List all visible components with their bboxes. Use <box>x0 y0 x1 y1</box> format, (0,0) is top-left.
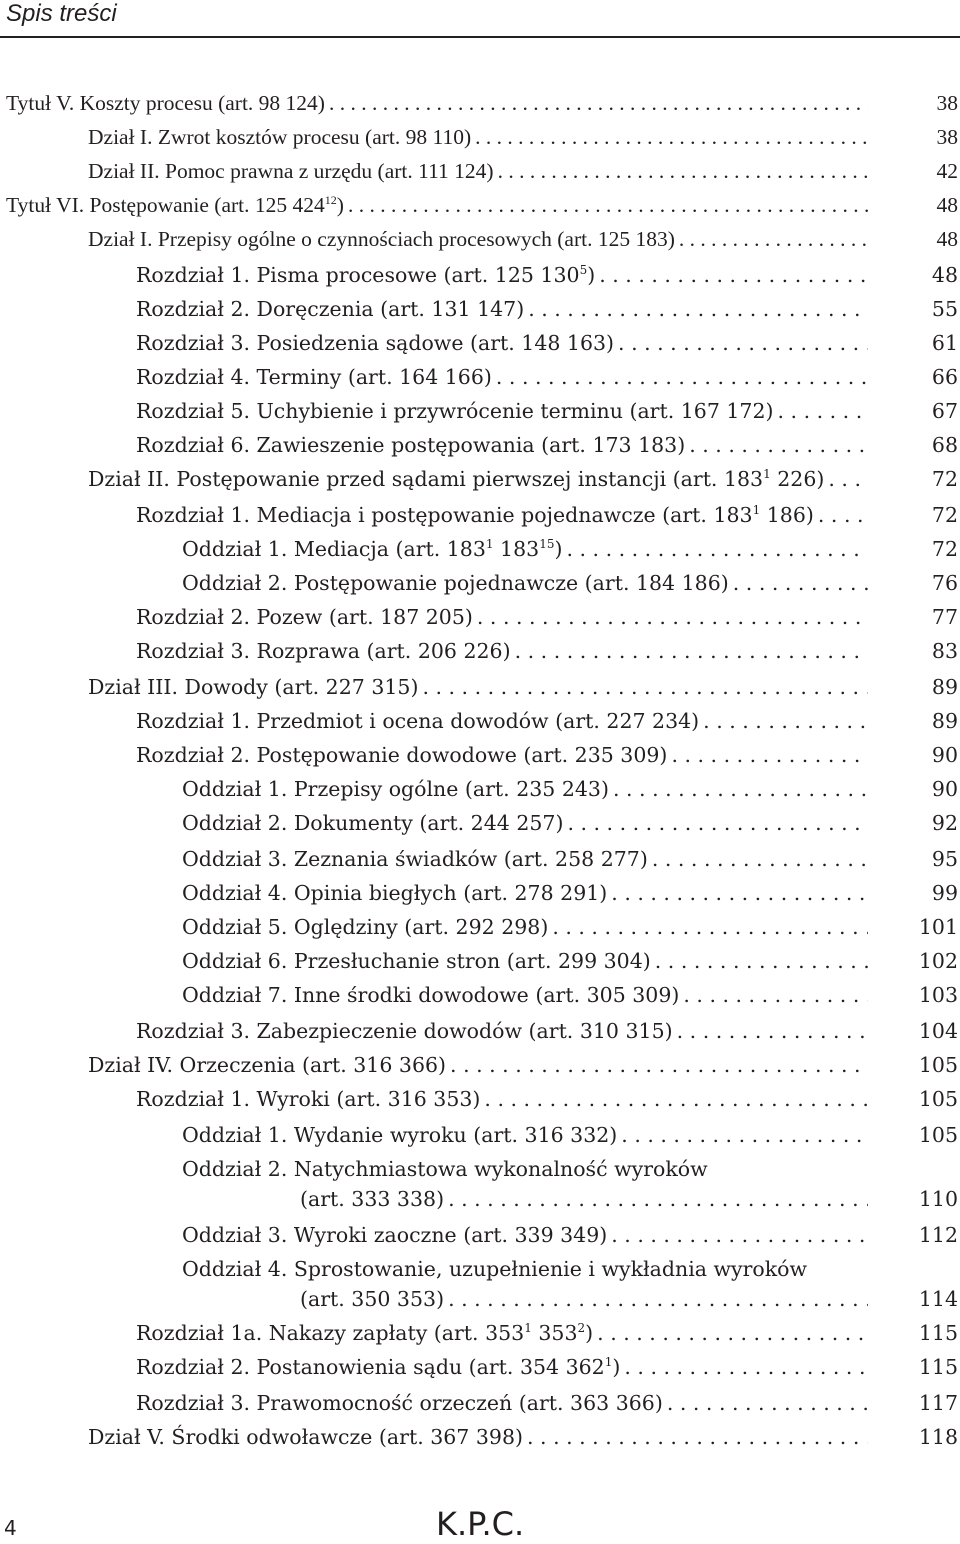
toc-entry <box>0 1120 960 1150</box>
dot-leader <box>611 1220 868 1250</box>
toc-entry-line <box>88 1422 868 1452</box>
toc-entry-line <box>182 1120 868 1150</box>
toc-entry-text <box>88 1050 446 1080</box>
toc-entry-line <box>136 1318 868 1348</box>
toc-entry-title: Oddział 5. Oględziny (art. 292 298) <box>182 915 549 939</box>
dot-leader <box>527 1422 868 1452</box>
toc-page-number: 38 <box>936 91 958 115</box>
toc-entry-title: Dział IV. Orzeczenia (art. 316 366) <box>88 1053 447 1077</box>
toc-entry-title-cont: ) <box>336 193 344 217</box>
toc-page-number: 112 <box>918 1223 958 1247</box>
toc-entry-title: Rozdział 4. Terminy (art. 164 166) <box>136 365 492 389</box>
toc-entry-text <box>136 430 685 460</box>
toc-entry-text <box>136 706 699 736</box>
toc-entry-line <box>182 1254 868 1284</box>
toc-entry-title: Dział II. Postępowanie przed sądami pierwszej instancji (art. 183 <box>88 467 764 491</box>
toc-entry <box>0 464 960 494</box>
toc-entry <box>0 1016 960 1046</box>
toc-page-number: 38 <box>936 125 958 149</box>
toc-entry <box>0 1352 960 1382</box>
dot-leader <box>679 224 868 254</box>
toc-entry-line <box>88 1050 868 1080</box>
toc-entry-title: Oddział 3. Zeznania świadków (art. 258 277) <box>182 847 648 871</box>
toc-entry-title-cont: ) <box>585 1321 594 1345</box>
toc-entry-title-cont: ) <box>612 1355 621 1379</box>
dot-leader <box>667 1388 868 1418</box>
toc-entry-text <box>182 568 729 598</box>
page-header-title: Spis treści <box>6 0 117 27</box>
toc-page-number: 48 <box>936 193 958 217</box>
dot-leader <box>611 878 868 908</box>
toc-entry-line <box>136 396 868 426</box>
toc-page-number: 61 <box>931 331 958 355</box>
toc-entry-line <box>88 464 868 494</box>
toc-entry-line <box>136 294 868 324</box>
toc-entry-title: Rozdział 5. Uchybienie i przywrócenie terminu (art. 167 172) <box>136 399 774 423</box>
toc-entry-title: Dział III. Dowody (art. 227 315) <box>88 675 419 699</box>
toc-entry-title-cont: 186) <box>760 503 814 527</box>
toc-entry <box>0 1084 960 1114</box>
toc-entry-line <box>182 774 868 804</box>
toc-page-number: 115 <box>918 1321 958 1345</box>
dot-leader <box>477 602 868 632</box>
toc-entry-line <box>136 430 868 460</box>
toc-entry <box>0 534 960 564</box>
dot-leader <box>329 88 868 118</box>
superscript: 1 <box>604 1355 613 1369</box>
toc-entry-line <box>182 980 868 1010</box>
toc-page-number: 77 <box>931 605 958 629</box>
dot-leader <box>597 1318 868 1348</box>
toc-entry-title: Oddział 4. Sprostowanie, uzupełnienie i wykładnia wyroków <box>182 1257 808 1281</box>
toc-entry-title-cont: 353 <box>531 1321 578 1345</box>
toc-entry-text <box>182 774 609 804</box>
toc-entry-line <box>182 1154 868 1184</box>
toc-entry <box>0 740 960 770</box>
toc-page-number: 102 <box>918 949 958 973</box>
toc-entry-title: Tytuł V. Koszty procesu (art. 98 124) <box>6 91 325 115</box>
dot-leader <box>703 706 868 736</box>
toc-entry-title: Rozdział 3. Posiedzenia sądowe (art. 148 163) <box>136 331 615 355</box>
toc-entry-text <box>88 224 675 254</box>
toc-entry-text <box>182 912 548 942</box>
toc-entry <box>0 190 960 220</box>
toc-entry <box>0 878 960 908</box>
toc-entry-line <box>136 706 868 736</box>
toc-entry <box>0 294 960 324</box>
toc-page-number: 76 <box>931 571 958 595</box>
toc-entry-title: Dział I. Zwrot kosztów procesu (art. 98 110) <box>88 125 472 149</box>
dot-leader <box>422 672 868 702</box>
dot-leader <box>652 844 868 874</box>
toc-entry-text <box>6 190 344 220</box>
toc-entry-text <box>182 808 563 838</box>
toc-page-number: 42 <box>936 159 958 183</box>
toc-entry-title: Oddział 2. Natychmiastowa wykonalność wyroków <box>182 1157 708 1181</box>
dot-leader <box>624 1352 868 1382</box>
toc-entry-title: Rozdział 2. Postanowienia sądu (art. 354 362 <box>136 1355 605 1379</box>
toc-entry <box>0 808 960 838</box>
toc-entry-title: Oddział 3. Wyroki zaoczne (art. 339 349) <box>182 1223 608 1247</box>
toc-entry-title: Oddział 2. Dokumenty (art. 244 257) <box>182 811 564 835</box>
toc-entry-title: Oddział 6. Przesłuchanie stron (art. 299 304) <box>182 949 651 973</box>
toc-entry-title-cont: 183 <box>493 537 540 561</box>
toc-page-number: 104 <box>918 1019 958 1043</box>
toc-entry-line <box>136 1084 868 1114</box>
toc-entry <box>0 396 960 426</box>
toc-entry <box>0 844 960 874</box>
toc-entry <box>0 500 960 530</box>
dot-leader <box>683 980 868 1010</box>
toc-entry-title: Dział I. Przepisy ogólne o czynnościach procesowych (art. 125 183) <box>88 227 675 251</box>
toc-entry-title-cont: (art. 333 338) <box>300 1187 445 1211</box>
toc-entry-title: Rozdział 1. Pisma procesowe (art. 125 130 <box>136 263 580 287</box>
toc-entry <box>0 1050 960 1080</box>
toc-entry-line <box>136 602 868 632</box>
toc-entry <box>0 706 960 736</box>
toc-page-number: 90 <box>931 743 958 767</box>
toc-entry-title: Rozdział 2. Pozew (art. 187 205) <box>136 605 473 629</box>
toc-entry-text <box>136 636 511 666</box>
toc-entry <box>0 672 960 702</box>
toc-entry-line <box>88 224 868 254</box>
toc-entry <box>0 260 960 290</box>
dot-leader <box>528 294 868 324</box>
toc-entry-text <box>182 878 607 908</box>
toc-entry-title: Dział V. Środki odwoławcze (art. 367 398) <box>88 1425 523 1449</box>
superscript: 1 <box>524 1321 532 1335</box>
footer-page-number: 4 <box>4 1516 17 1540</box>
toc-entry-title: Oddział 1. Wydanie wyroku (art. 316 332) <box>182 1123 618 1147</box>
toc-page-number: 67 <box>931 399 958 423</box>
toc-entry-line <box>300 1284 868 1314</box>
toc-entry-title-cont: ) <box>587 263 596 287</box>
header-rule <box>0 36 960 38</box>
toc-page-number: 118 <box>918 1425 958 1449</box>
toc-entry <box>0 1220 960 1250</box>
toc-entry <box>0 1318 960 1348</box>
toc-page-number: 110 <box>918 1187 958 1211</box>
toc-entry-text <box>182 534 562 564</box>
toc-entry-title: Rozdział 3. Zabezpieczenie dowodów (art. 310 315) <box>136 1019 673 1043</box>
toc-entry-title-cont: (art. 350 353) <box>300 1287 445 1311</box>
dot-leader <box>655 946 868 976</box>
toc-entry <box>0 362 960 392</box>
dot-leader <box>552 912 868 942</box>
toc-entry <box>0 1154 960 1184</box>
toc-entry-line <box>182 946 868 976</box>
toc-entry <box>0 122 960 152</box>
toc-entry-text <box>136 396 774 426</box>
toc-entry-text <box>88 464 824 494</box>
toc-entry-text <box>136 602 473 632</box>
superscript: 15 <box>539 537 555 551</box>
toc-entry-title: Oddział 1. Przepisy ogólne (art. 235 243) <box>182 777 609 801</box>
dot-leader <box>778 396 868 426</box>
toc-entry-text <box>136 1352 620 1382</box>
toc-page-number: 103 <box>918 983 958 1007</box>
toc-entry-text <box>182 980 679 1010</box>
dot-leader <box>498 156 868 186</box>
dot-leader <box>828 464 868 494</box>
toc-entry-text <box>88 156 494 186</box>
dot-leader <box>689 430 868 460</box>
dot-leader <box>733 568 868 598</box>
toc-entry-line <box>182 912 868 942</box>
toc-page-number: 114 <box>918 1287 958 1311</box>
dot-leader <box>450 1050 868 1080</box>
toc-entry-line <box>300 1184 868 1214</box>
dot-leader <box>818 500 868 530</box>
toc-entry-text <box>88 1422 523 1452</box>
toc-entry <box>0 1422 960 1452</box>
toc-entry-line <box>136 500 868 530</box>
dot-leader <box>515 636 868 666</box>
toc-entry <box>0 1388 960 1418</box>
toc-entry-title: Oddział 7. Inne środki dowodowe (art. 305 309) <box>182 983 680 1007</box>
toc-entry-text <box>136 294 524 324</box>
toc-entry-line <box>136 1352 868 1382</box>
superscript: 2 <box>577 1321 586 1335</box>
toc-entry <box>0 1254 960 1284</box>
toc-page-number: 95 <box>931 847 958 871</box>
toc-entry-title: Rozdział 2. Postępowanie dowodowe (art. 235 309) <box>136 743 668 767</box>
toc-entry-line <box>182 568 868 598</box>
toc-entry-text <box>88 122 471 152</box>
superscript: 5 <box>579 263 588 277</box>
toc-entry-title: Rozdział 2. Doręczenia (art. 131 147) <box>136 297 525 321</box>
toc-page-number: 92 <box>931 811 958 835</box>
toc-entry-line <box>88 156 868 186</box>
dot-leader <box>496 362 868 392</box>
toc-entry-text <box>136 1016 673 1046</box>
toc-entry-title-cont: ) <box>554 537 563 561</box>
toc-entry-text <box>88 672 418 702</box>
toc-entry-text <box>182 1154 708 1184</box>
toc-entry <box>0 328 960 358</box>
toc-entry-line <box>136 362 868 392</box>
toc-entry-title: Rozdział 3. Rozprawa (art. 206 226) <box>136 639 511 663</box>
toc-entry-title: Tytuł VI. Postępowanie (art. 125 424 <box>6 193 325 217</box>
toc-page-number: 99 <box>931 881 958 905</box>
toc-page-number: 72 <box>931 503 958 527</box>
superscript: 1 <box>752 503 761 517</box>
toc-page-number: 72 <box>931 467 958 491</box>
toc-entry-line <box>136 328 868 358</box>
toc-entry-line <box>136 636 868 666</box>
toc-entry-title: Rozdział 1. Mediacja i postępowanie pojednawcze (art. 183 <box>136 503 753 527</box>
toc-page-number: 117 <box>918 1391 958 1415</box>
toc-entry-title: Rozdział 1a. Nakazy zapłaty (art. 353 <box>136 1321 525 1345</box>
toc-entry-line <box>182 844 868 874</box>
toc-page-number: 89 <box>931 675 958 699</box>
toc-page-number: 66 <box>931 365 958 389</box>
toc-entry-title: Rozdział 3. Prawomocność orzeczeń (art. 363 366) <box>136 1391 663 1415</box>
toc-entry <box>0 568 960 598</box>
toc-entry-line <box>182 878 868 908</box>
toc-entry-text <box>136 328 614 358</box>
dot-leader <box>599 260 868 290</box>
toc-entry-text <box>136 1318 593 1348</box>
toc-entry-continuation <box>0 1284 960 1314</box>
toc-entry-line <box>182 534 868 564</box>
dot-leader <box>613 774 868 804</box>
toc-page-number: 115 <box>918 1355 958 1379</box>
toc-page-number: 48 <box>936 227 958 251</box>
toc-entry <box>0 602 960 632</box>
toc-entry-line <box>136 740 868 770</box>
dot-leader <box>677 1016 868 1046</box>
toc-entry <box>0 224 960 254</box>
toc-entry-title: Dział II. Pomoc prawna z urzędu (art. 111 124) <box>88 159 494 183</box>
superscript: 12 <box>324 193 337 207</box>
toc-page-number: 83 <box>931 639 958 663</box>
toc-entry-text <box>136 740 667 770</box>
toc-page-number: 105 <box>918 1123 958 1147</box>
toc-entry <box>0 156 960 186</box>
dot-leader <box>484 1084 868 1114</box>
toc-entry-line <box>88 672 868 702</box>
toc-entry-line <box>136 260 868 290</box>
toc-entry-title-cont: 226) <box>770 467 825 491</box>
dot-leader <box>618 328 868 358</box>
dot-leader <box>475 122 868 152</box>
toc-entry-line <box>182 808 868 838</box>
toc-entry <box>0 430 960 460</box>
toc-entry-title: Oddział 2. Postępowanie pojednawcze (art. 184 186) <box>182 571 729 595</box>
toc-entry-text <box>182 1120 617 1150</box>
toc-entry-title: Rozdział 6. Zawieszenie postępowania (art. 173 183) <box>136 433 686 457</box>
toc-entry-line <box>136 1016 868 1046</box>
toc-entry-text <box>136 260 595 290</box>
toc-page-number: 101 <box>918 915 958 939</box>
dot-leader <box>448 1284 868 1314</box>
toc-page-number: 105 <box>918 1053 958 1077</box>
dot-leader <box>621 1120 868 1150</box>
toc-entry-text <box>136 500 814 530</box>
dot-leader <box>348 190 868 220</box>
toc-page-number: 89 <box>931 709 958 733</box>
superscript: 1 <box>485 537 494 551</box>
toc-page-number: 68 <box>931 433 958 457</box>
superscript: 1 <box>763 467 771 481</box>
toc-entry-title: Oddział 1. Mediacja (art. 183 <box>182 537 486 561</box>
dot-leader <box>566 534 868 564</box>
toc-page-number: 105 <box>918 1087 958 1111</box>
toc-entry-title: Rozdział 1. Przedmiot i ocena dowodów (art. 227 234) <box>136 709 700 733</box>
toc-entry-text <box>136 1084 480 1114</box>
toc-page-number: 55 <box>931 297 958 321</box>
dot-leader <box>671 740 868 770</box>
dot-leader <box>448 1184 868 1214</box>
toc-entry-line <box>6 88 868 118</box>
toc-entry-title: Oddział 4. Opinia biegłych (art. 278 291) <box>182 881 608 905</box>
toc-entry <box>0 980 960 1010</box>
toc-entry <box>0 912 960 942</box>
footer-code: K.P.C. <box>436 1505 525 1543</box>
toc-page-number: 72 <box>931 537 958 561</box>
toc-entry-text <box>182 1220 607 1250</box>
dot-leader <box>567 808 868 838</box>
toc-entry-line <box>6 190 868 220</box>
toc-entry-line <box>88 122 868 152</box>
toc-entry <box>0 774 960 804</box>
toc-entry-text <box>182 844 648 874</box>
toc-entry-text <box>182 946 651 976</box>
toc-entry-text <box>182 1254 807 1284</box>
toc-entry-text <box>6 88 325 118</box>
toc-entry <box>0 636 960 666</box>
toc-entry <box>0 88 960 118</box>
toc-page-number: 48 <box>931 263 958 287</box>
toc-entry <box>0 946 960 976</box>
toc-entry-text <box>136 1388 663 1418</box>
toc-entry-continuation <box>0 1184 960 1214</box>
toc-entry-line <box>136 1388 868 1418</box>
toc-entry-title: Rozdział 1. Wyroki (art. 316 353) <box>136 1087 481 1111</box>
toc-page-number: 90 <box>931 777 958 801</box>
toc-entry-text <box>136 362 492 392</box>
toc-entry-line <box>182 1220 868 1250</box>
